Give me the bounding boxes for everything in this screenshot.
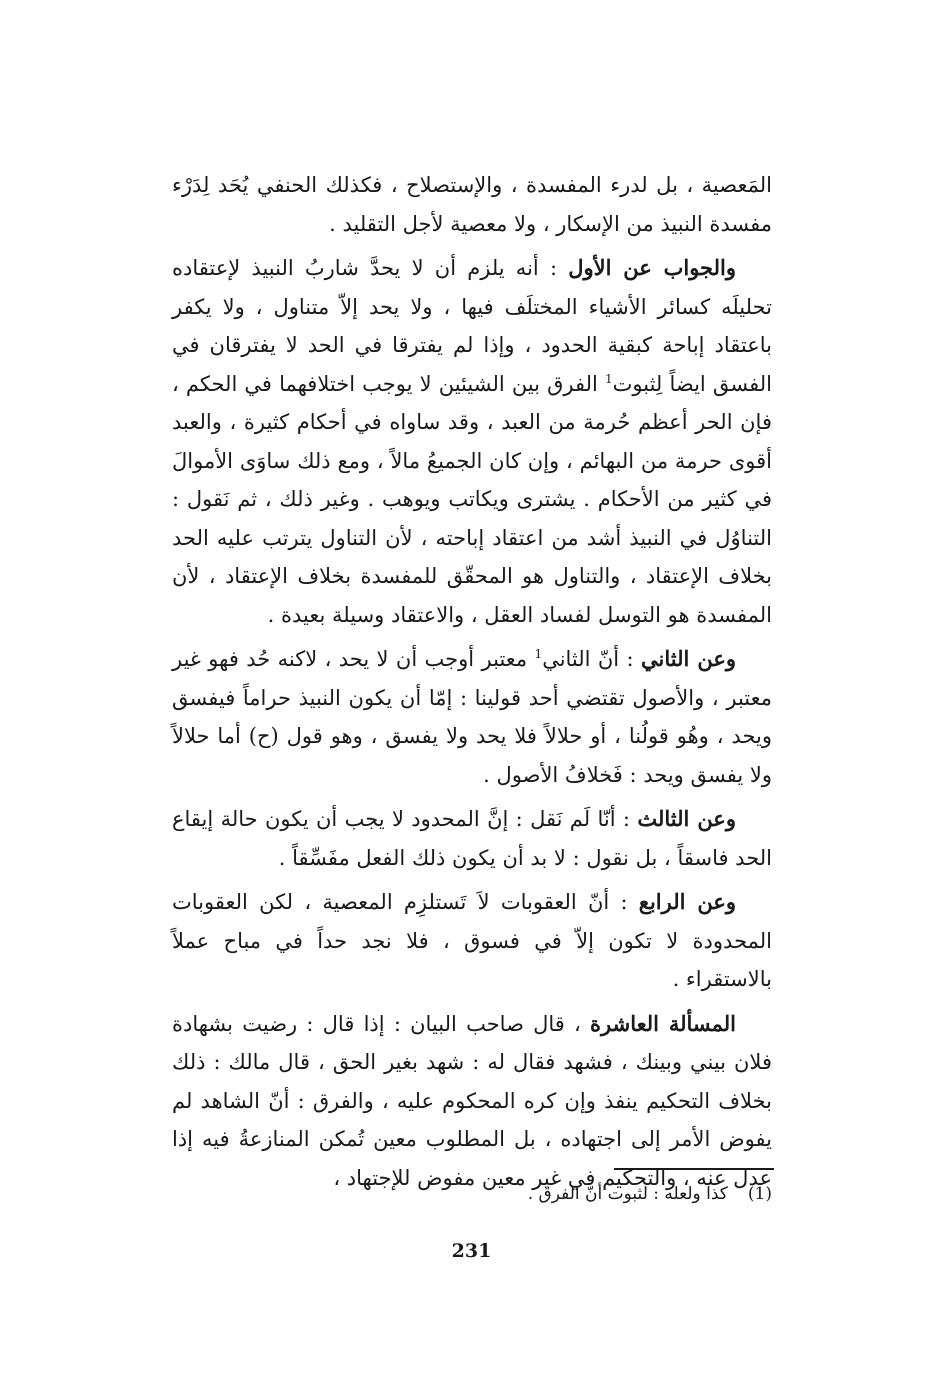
paragraph-heading: المسألة العاشرة	[590, 1010, 737, 1036]
paragraph-text: ، قال صاحب البيان : إذا قال : رضيت بشهادة فلان بيني وبينك ، فشهد فقال له : شهد بغير الحق ، قال مالك : ذلك بخلاف التحكيم ينفذ وإن كره المحكوم عليه ، والفرق : أنّ الشاهد لم يفوض الأمر إلى اجتهاده ، بل المطلوب معين تُمكن المنازعةُ فيه إذا عدل عنه ، والتحكيم في غير معين مفوض للإجتهاد ،	[172, 1011, 772, 1190]
footnote-marker: 1	[605, 371, 613, 386]
paragraph-text: الفرق بين الشيئين لا يوجب اختلافهما في الحكم ، فإن الحر أعظم حُرمة من العبد ، وقد ساواه في أحكام كثيرة ، والعبد أقوى حرمة من البهائم ، وإن كان الجميعُ مالاً ، ومع ذلك ساوَى الأموالَ في كثير من الأحكام . يشترى ويكاتب ويوهب . وغير ذلك ، ثم نَقول : التناوُل في النبيذ أشد من اعتقاد إباحته ، لأن التناول يترتب عليه الحد بخلاف الإعتقاد ، والتناول هو المحقّق للمفسدة بخلاف الإعتقاد ، لأن المفسدة هو التوسل لفساد العقل ، والاعتقاد وسيلة بعيدة .	[172, 371, 772, 627]
paragraph-heading: والجواب عن الأول	[568, 255, 736, 280]
paragraph-answer-fourth	[172, 883, 772, 999]
paragraph-answer-second	[172, 640, 772, 794]
paragraph-heading: وعن الرابع	[638, 889, 736, 914]
paragraph-text: : أنّ الثاني	[542, 647, 641, 671]
paragraph-text: : أنّا لَم نَقل : إنَّ المحدود لا يجب أن يكون حالة إيقاع الحد فاسقاً ، بل نقول : لا بد أن يكون ذلك الفعل مفَسِّقاً .	[172, 807, 772, 870]
footnote-number: (1)	[747, 1184, 772, 1204]
main-text	[172, 166, 772, 1203]
paragraph-text: : أنّ العقوبات لاَ تَستلزِم المعصية ، لكن العقوبات المحدودة لا تكون إلاّ في فسوق ، فلا نجد حداً في مباح عملاً بالاستقراء .	[172, 890, 772, 991]
paragraph-text: المَعصية ، بل لدرء المفسدة ، والإستصلاح ، فكذلك الحنفي يُحَد لِدَرْء مفسدة النبيذ من الإسكار ، ولا معصية لأجل التقليد .	[172, 173, 772, 236]
paragraph-answer-first	[172, 249, 772, 634]
paragraph-heading: وعن الثاني	[641, 646, 736, 671]
footnote-divider	[614, 1168, 774, 1170]
page-number: 231	[451, 1240, 492, 1262]
paragraph-heading: وعن الثالث	[637, 806, 736, 831]
paragraph-text: معتبر أوجب أن لا يحد ، لاكنه حُد فهو غير معتبر ، والأصول تقتضي أحد قولينا : إمّا أن يكون النبيذ حراماً فيفسق ويحد ، وهُو قولُنا ، أو حلالاً فلا يحد ولا يفسق ، وهو قول (ح) أما حلالاً ولا يفسق ويحد : فَخلافُ الأصول .	[172, 647, 772, 787]
paragraph-opening	[172, 166, 772, 243]
footnote-text: كذا ولعله : لثبوت أنّ الفرق .	[527, 1184, 728, 1204]
paragraph-text: : أنه يلزم أن لا يحدَّ شاربُ النبيذ لإعتقاده تحليلَه كسائر الأشياء المختلَف فيها ، ولا يحد إلاّ متناول ، ولا يكفر باعتقاد إباحة كبقية الحدود ، وإذا لم يفترقا في الحد لا يفترقان في الفسق ايضاً لِثبوت	[172, 256, 772, 396]
footnote	[172, 1180, 772, 1208]
footnote-marker: 1	[534, 647, 543, 661]
paragraph-answer-third	[172, 800, 772, 877]
